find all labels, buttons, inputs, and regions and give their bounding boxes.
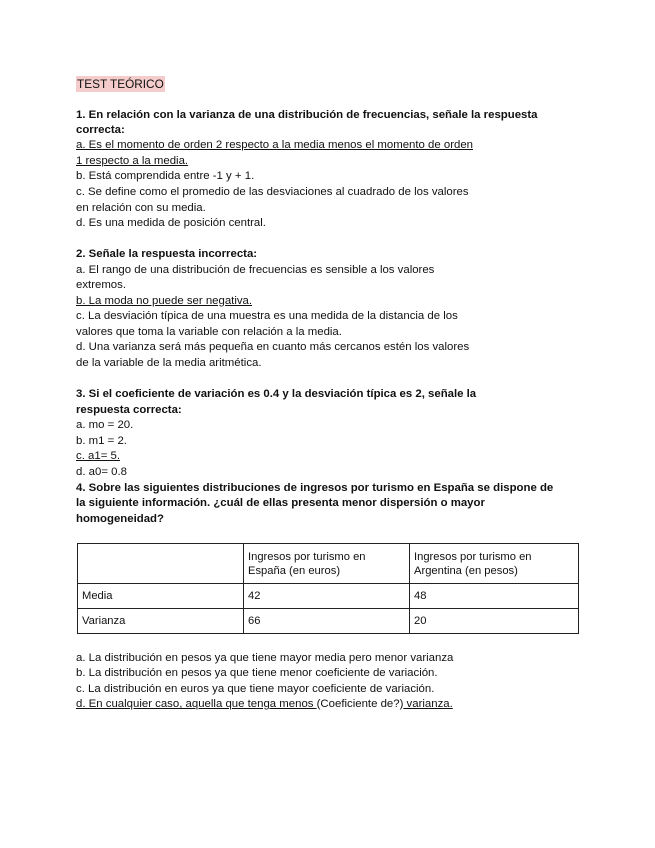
q4-stem-line1: 4. Sobre las siguientes distribuciones de ingresos por turismo en España se dispone de — [76, 482, 554, 494]
q4-stem-line2: la siguiente información. ¿cuál de ellas presenta menor dispersión o mayor — [76, 497, 485, 509]
q2-option-a-line1: a. El rango de una distribución de frecuencias es sensible a los valores — [76, 264, 435, 276]
q2-option-a-line2: extremos. — [76, 279, 127, 291]
q2-option-c-line1: c. La desviación típica de una muestra es una medida de la distancia de los — [76, 310, 458, 322]
table-header-row — [78, 544, 579, 584]
q4-option-d-part1: d. En cualquier caso, aquella que tenga menos — [76, 698, 317, 710]
q3-stem-line2: respuesta correcta: — [76, 404, 182, 416]
q3-option-c: c. a1= 5. — [76, 450, 121, 462]
table-cell: Varianza — [78, 609, 244, 634]
table-cell: 48 — [410, 584, 579, 609]
q2-option-d-line2: de la variable de la media aritmética. — [76, 357, 262, 369]
q4-option-a: a. La distribución en pesos ya que tiene mayor media pero menor varianza — [76, 652, 454, 664]
q2-stem: 2. Señale la respuesta incorrecta: — [76, 248, 258, 260]
q4-option-c: c. La distribución en euros ya que tiene mayor coeficiente de variación. — [76, 683, 435, 695]
q4-option-b: b. La distribución en pesos ya que tiene menor coeficiente de variación. — [76, 667, 438, 679]
table-header-cell: Ingresos por turismo en Argentina (en pesos) — [410, 544, 579, 584]
q4-option-d — [76, 697, 453, 713]
q3-option-d: d. a0= 0.8 — [76, 466, 127, 478]
q4-stem-line3: homogeneidad? — [76, 513, 164, 525]
q4-option-d-part2: (Coeficiente de?) — [316, 698, 404, 710]
q1-stem-line1: 1. En relación con la varianza de una distribución de frecuencias, señale la respuesta — [76, 109, 538, 121]
q1-option-c-line1: c. Se define como el promedio de las desviaciones al cuadrado de los valores — [76, 186, 469, 198]
q4-option-d-part3: varianza. — [403, 698, 453, 710]
q1-option-d: d. Es una medida de posición central. — [76, 217, 266, 229]
table-row — [78, 584, 579, 609]
table-cell: 66 — [244, 609, 410, 634]
q2-option-c-line2: valores que toma la variable con relación a la media. — [76, 326, 342, 338]
q3-option-a: a. mo = 20. — [76, 419, 134, 431]
q2-option-b: b. La moda no puede ser negativa. — [76, 295, 253, 307]
q1-option-a-line1: a. Es el momento de orden 2 respecto a la media menos el momento de orden — [76, 139, 473, 151]
table-header-cell — [78, 544, 244, 584]
q1-option-b: b. Está comprendida entre -1 y + 1. — [76, 170, 255, 182]
table-cell: 42 — [244, 584, 410, 609]
table-cell: 20 — [410, 609, 579, 634]
q1-option-c-line2: en relación con su media. — [76, 202, 206, 214]
test-title: TEST TEÓRICO — [77, 77, 164, 91]
table-row — [78, 609, 579, 634]
income-table — [77, 543, 579, 634]
q2-option-d-line1: d. Una varianza será más pequeña en cuanto más cercanos estén los valores — [76, 341, 470, 353]
table-cell: Media — [78, 584, 244, 609]
table-header-cell: Ingresos por turismo en España (en euros) — [244, 544, 410, 584]
q3-stem-line1: 3. Si el coeficiente de variación es 0.4 y la desviación típica es 2, señale la — [76, 388, 477, 400]
q1-stem-line2: correcta: — [76, 124, 125, 136]
q1-option-a-line2: 1 respecto a la media. — [76, 155, 189, 167]
q3-option-b: b. m1 = 2. — [76, 435, 127, 447]
